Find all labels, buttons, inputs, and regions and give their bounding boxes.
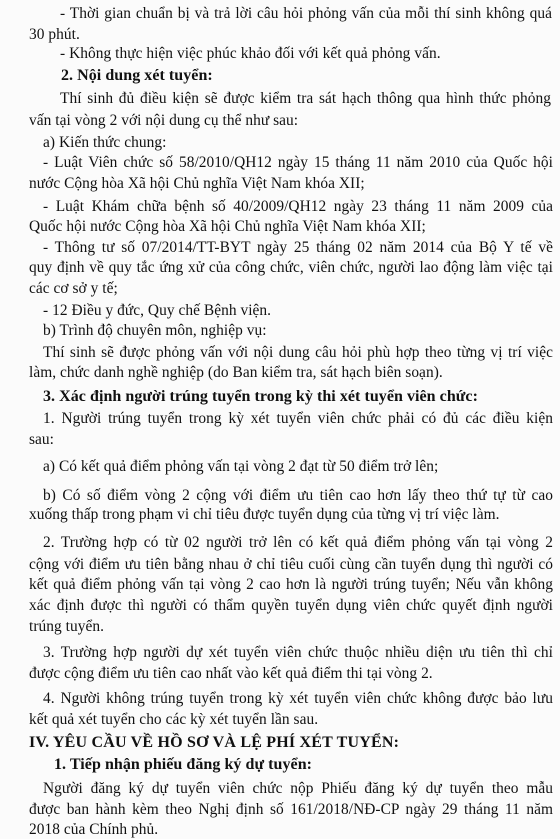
text-line: sau: — [29, 431, 54, 449]
text-line: được ban hành kèm theo Nghị định số 161/2018/NĐ-CP ngày 29 tháng 11 năm — [29, 800, 553, 818]
text-line: quy định về quy tắc ứng xử của công chức, viên chức, người lao động làm việc tại — [29, 259, 553, 277]
text-line: a) Kiến thức chung: — [43, 134, 167, 152]
text-line: - Luật Khám chữa bệnh số 40/2009/QH12 ngày 23 tháng 11 năm 2009 của — [43, 197, 553, 215]
text-line: - Thời gian chuẩn bị và trả lời câu hỏi phỏng vấn của mỗi thí sinh không quá — [60, 5, 552, 22]
text-line: b) Có số điểm vòng 2 cộng với điểm ưu tiên cao hơn lấy theo thứ tự từ cao — [43, 486, 553, 504]
text-line: - 12 Điều y đức, Quy chế Bệnh viện. — [43, 301, 272, 319]
text-line: 2018 của Chính phủ. — [29, 821, 159, 839]
text-line: xác định được thì người có thẩm quyền tuyển dụng viên chức quyết định người — [29, 596, 553, 614]
section-heading: 1. Tiếp nhận phiếu đăng ký dự tuyển: — [54, 756, 313, 774]
text-line: a) Có kết quả điểm phỏng vấn tại vòng 2 đạt từ 50 điểm trở lên; — [43, 458, 439, 476]
text-line: Thí sinh đủ điều kiện sẽ được kiểm tra sát hạch thông qua hình thức phỏng — [60, 90, 551, 108]
text-line: 1. Người trúng tuyển trong kỳ xét tuyển viên chức phải có đủ các điều kiện — [43, 410, 553, 428]
text-line: Quốc hội nước Cộng hòa Xã hội Chủ nghĩa Việt Nam khóa XII; — [29, 217, 426, 235]
text-line: 3. Trường hợp người dự xét tuyển viên chức thuộc nhiều diện ưu tiên thì chỉ — [43, 643, 553, 661]
text-line: 30 phút. — [29, 25, 80, 43]
section-heading: 3. Xác định người trúng tuyển trong kỳ thi xét tuyển viên chức: — [43, 387, 478, 405]
text-line: xuống thấp trong phạm vi chỉ tiêu được tuyển dụng của từng vị trí việc làm. — [29, 506, 500, 524]
text-line: vấn tại vòng 2 với nội dung cụ thể như sau: — [29, 111, 299, 129]
text-line: b) Trình độ chuyên môn, nghiệp vụ: — [43, 321, 267, 339]
text-line: làm, chức danh nghề nghiệp (do Ban kiểm tra, sát hạch biên soạn). — [29, 364, 443, 382]
text-line: 2. Trường hợp có từ 02 người trở lên có kết quả điểm phỏng vấn tại vòng 2 — [43, 534, 553, 552]
text-line: cộng với điểm ưu tiên bằng nhau ở chỉ tiêu cuối cùng cần tuyển dụng thì người có — [29, 556, 553, 574]
text-line: kết quả điểm phỏng vấn tại vòng 2 cao hơn là người trúng tuyển; Nếu vẫn không — [29, 576, 553, 594]
text-line: kết quả xét tuyển cho các kỳ xét tuyển lần sau. — [29, 710, 319, 728]
text-line: 4. Người không trúng tuyển trong kỳ xét tuyển viên chức không được bảo lưu — [43, 690, 553, 708]
text-line: - Thông tư số 07/2014/TT-BYT ngày 25 tháng 02 năm 2014 của Bộ Y tế về — [43, 239, 553, 257]
text-line: được cộng điểm ưu tiên cao nhất vào kết quả điểm thi tại vòng 2. — [29, 664, 433, 682]
text-line: - Không thực hiện việc phúc khảo đối với kết quả phỏng vấn. — [60, 44, 441, 62]
text-line: nước Cộng hòa Xã hội Chủ nghĩa Việt Nam khóa XII; — [29, 175, 365, 193]
text-line: các cơ sở y tế; — [29, 280, 118, 298]
text-line: Người đăng ký dự tuyển viên chức nộp Phiếu đăng ký dự tuyển theo mẫu — [43, 779, 553, 797]
text-line: Thí sinh sẽ được phỏng vấn với nội dung câu hỏi phù hợp theo từng vị trí việc — [43, 343, 553, 361]
text-line: - Luật Viên chức số 58/2010/QH12 ngày 15 tháng 11 năm 2010 của Quốc hội — [43, 154, 553, 172]
section-heading: 2. Nội dung xét tuyển: — [61, 66, 213, 84]
text-line: trúng tuyển. — [29, 617, 104, 635]
chapter-heading: IV. YÊU CẦU VỀ HỒ SƠ VÀ LỆ PHÍ XÉT TUYỂN: — [29, 734, 400, 752]
